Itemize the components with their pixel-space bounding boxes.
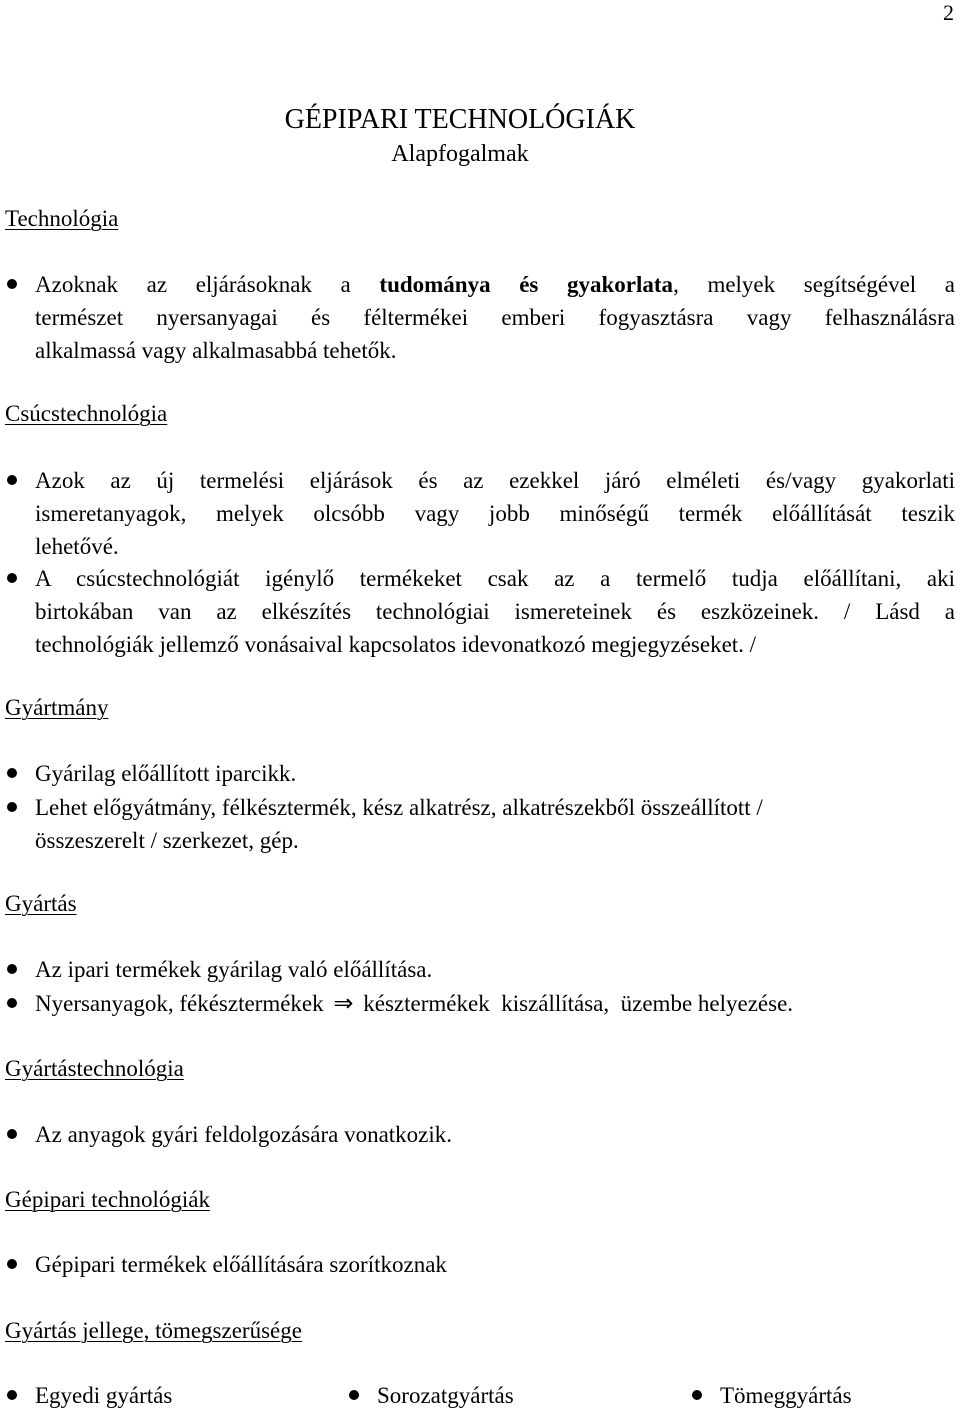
implies-arrow-icon: ⇒ bbox=[333, 989, 354, 1017]
text-line: Azok az új termelési eljárások és az ezekkel járó elméleti és/vagy gyakorlati bbox=[35, 468, 955, 493]
heading-gepipari-technologiak: Gépipari technológiák bbox=[5, 1187, 211, 1212]
bold-text: tudománya és gyakorlata bbox=[379, 272, 674, 297]
text-line: Azoknak az eljárásoknak a tudománya és gyakorlata, melyek segítségével a bbox=[35, 272, 956, 297]
bullet-icon bbox=[7, 1259, 17, 1269]
list-item-technologia-1 bbox=[35, 268, 955, 367]
text-line: alkalmassá vagy alkalmasabbá tehetők. bbox=[35, 338, 397, 363]
bullet-icon bbox=[7, 768, 17, 778]
bullet-icon bbox=[7, 279, 17, 289]
bullet-icon bbox=[7, 1390, 17, 1400]
list-item-gepipari-1 bbox=[35, 1248, 955, 1281]
list-item-gyartas-1 bbox=[35, 953, 955, 986]
heading-csucstechnologia: Csúcstechnológia bbox=[5, 401, 168, 426]
list-item-csucstechnologia-2 bbox=[35, 562, 955, 661]
bullet-icon bbox=[692, 1390, 702, 1400]
heading-gyartas-jellege: Gyártás jellege, tömegszerűsége bbox=[5, 1318, 302, 1343]
list-item-gyartastechnologia-1 bbox=[35, 1118, 955, 1151]
text-line: Nyersanyagok, fékésztermékek ⇒ késztermékek kiszállítása, üzembe helyezése. bbox=[35, 987, 955, 1020]
text-line: ismeretanyagok, melyek olcsóbb vagy jobb minőségű termék előállítását teszik bbox=[35, 501, 955, 526]
title: GÉPIPARI TECHNOLÓGIÁK bbox=[284, 104, 636, 135]
heading-gyartastechnologia: Gyártástechnológia bbox=[5, 1056, 184, 1081]
page-number: 2 bbox=[943, 0, 954, 25]
text-line: A csúcstechnológiát igénylő termékeket csak az a termelő tudja előállítani, aki bbox=[35, 566, 955, 591]
document-title bbox=[0, 102, 960, 170]
list-item-sorozat: Sorozatgyártás bbox=[377, 1379, 514, 1412]
text-line: Gépipari termékek előállítására szorítkoznak bbox=[35, 1252, 447, 1277]
heading-gyartas: Gyártás bbox=[5, 891, 77, 916]
list-item-gyartmany-1 bbox=[35, 757, 955, 790]
text-line: birtokában van az elkészítés technológiai ismereteinek és eszközeinek. / Lásd a bbox=[35, 599, 955, 624]
text-line: Az ipari termékek gyárilag való előállítása. bbox=[35, 957, 433, 982]
bullet-icon bbox=[7, 998, 17, 1008]
bullet-icon bbox=[7, 964, 17, 974]
bullet-icon bbox=[7, 802, 17, 812]
heading-technologia: Technológia bbox=[5, 206, 119, 231]
text-line: lehetővé. bbox=[35, 534, 119, 559]
text-line: Gyárilag előállított iparcikk. bbox=[35, 761, 297, 786]
text-line: összeszerelt / szerkezet, gép. bbox=[35, 828, 299, 853]
production-type-list bbox=[0, 1379, 960, 1412]
list-item-gyartas-2 bbox=[35, 987, 955, 1020]
text-line: Az anyagok gyári feldolgozására vonatkozik. bbox=[35, 1122, 453, 1147]
text-line: Lehet előgyátmány, félkésztermék, kész alkatrész, alkatrészekből összeállított / bbox=[35, 795, 763, 820]
bullet-icon bbox=[349, 1390, 359, 1400]
heading-gyartmany: Gyártmány bbox=[5, 695, 109, 720]
bullet-icon bbox=[7, 1129, 17, 1139]
bullet-icon bbox=[7, 475, 17, 485]
list-item-tomeg: Tömeggyártás bbox=[720, 1379, 852, 1412]
list-item-gyartmany-2 bbox=[35, 791, 955, 857]
list-item-egyedi: Egyedi gyártás bbox=[35, 1379, 172, 1412]
bullet-icon bbox=[7, 573, 17, 583]
text-line: természet nyersanyagai és féltermékei emberi fogyasztásra vagy felhasználásra bbox=[35, 305, 955, 330]
text-line: technológiák jellemző vonásaival kapcsolatos idevonatkozó megjegyzéseket. / bbox=[35, 632, 757, 657]
list-item-csucstechnologia-1 bbox=[35, 464, 955, 563]
subtitle: Alapfogalmak bbox=[391, 141, 529, 167]
